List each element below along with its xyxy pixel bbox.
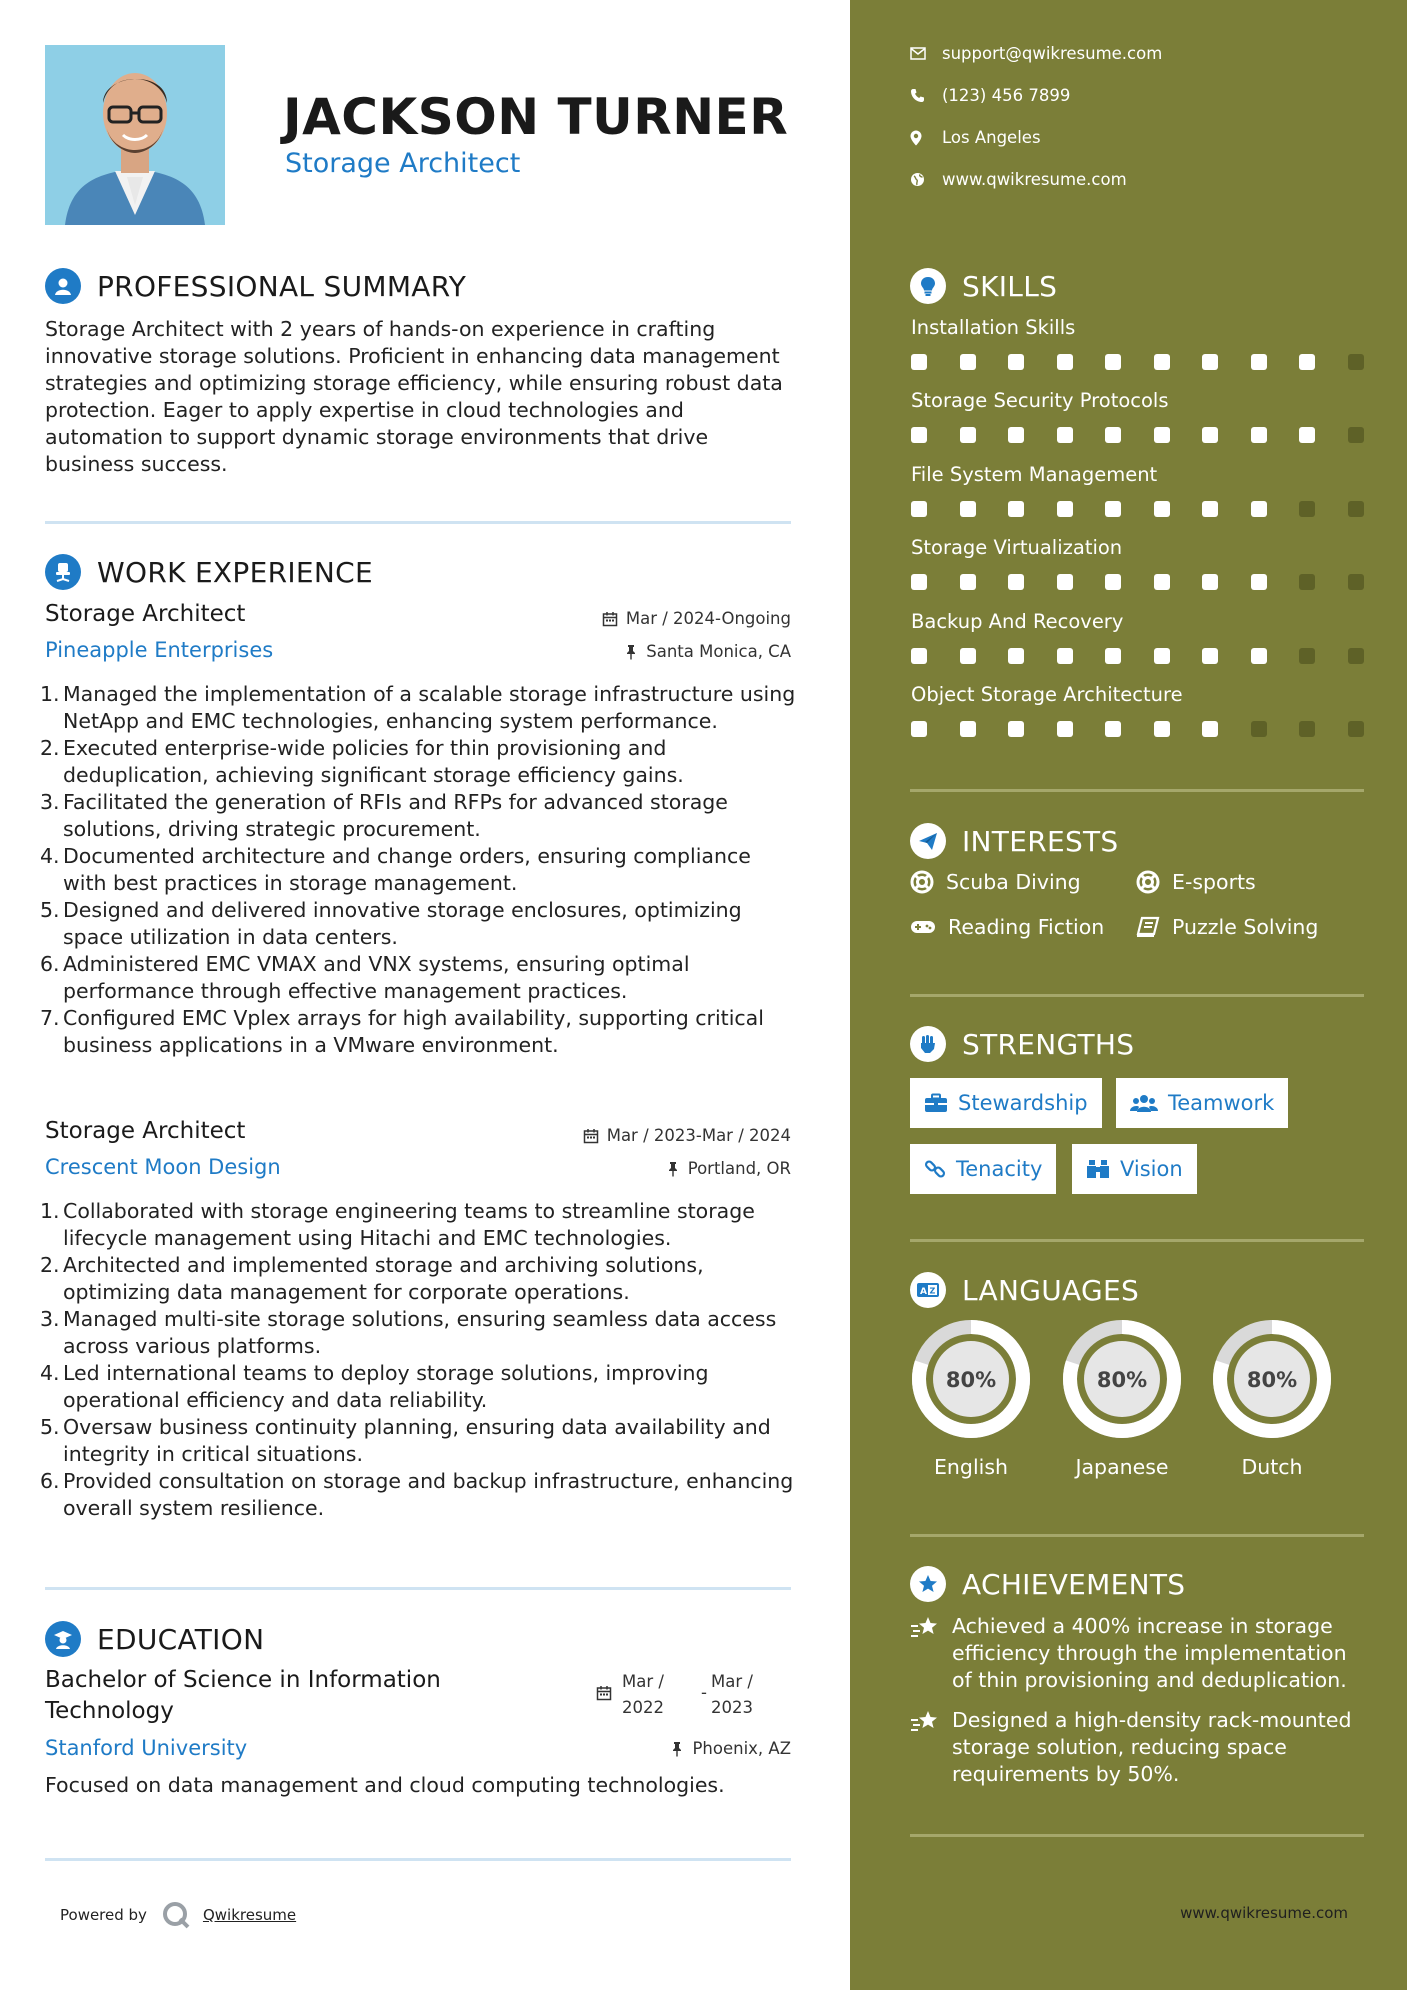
job-bullets [40,681,800,1059]
profile-photo [45,45,225,225]
powered-by [60,1900,296,1930]
bullet-number: 4. [40,1361,60,1385]
edu-start-year: 2022 [622,1698,664,1717]
candidate-title: Storage Architect [285,148,521,179]
contact-website-text: www.qwikresume.com [942,170,1127,189]
strengths-heading [910,1026,1134,1062]
edu-location [670,1739,791,1758]
pin-icon [670,1741,684,1757]
language-ring [910,1318,1032,1444]
skill-dot [1154,427,1170,443]
bullet-text: Oversaw business continuity planning, ensuring data availability and integrity in critical situations. [63,1415,771,1466]
skill-dot [1008,648,1024,664]
sidebar-divider [910,1834,1364,1837]
users-icon [1130,1093,1158,1113]
job-date-text: Mar / 2023-Mar / 2024 [606,1126,791,1145]
education-title: EDUCATION [97,1622,265,1656]
skill-dot [1105,648,1121,664]
skill-dot [1105,721,1121,737]
link-icon [924,1158,946,1180]
skill-dot [1251,648,1267,664]
school-name: Stanford University [45,1736,248,1760]
languages-heading [910,1272,1139,1308]
bullet-number: 6. [40,1469,60,1493]
skill-dot [1299,354,1315,370]
language-ring [1211,1318,1333,1444]
education-note: Focused on data management and cloud computing technologies. [45,1773,725,1797]
skill-dot [1008,501,1024,517]
bullet-text: Configured EMC Vplex arrays for high availability, supporting critical business applications in a VMware environment. [63,1006,764,1057]
contact-email[interactable] [910,44,1162,63]
job-bullet [40,1198,800,1252]
achievement-text: Achieved a 400% increase in storage efficiency through the implementation of thin provisioning and deduplication. [952,1614,1347,1692]
svg-text:Z: Z [929,1286,936,1296]
skill-dot [1299,574,1315,590]
lifebuoy-icon [1136,870,1160,894]
skill-dot [960,574,976,590]
bullet-text: Managed the implementation of a scalable storage infrastructure using NetApp and EMC technologies, enhancing system performance. [63,682,796,733]
skills-title: SKILLS [962,269,1058,303]
skill-name: Backup And Recovery [911,610,1124,633]
language-name: Dutch [1241,1455,1303,1479]
bullet-number: 3. [40,1307,60,1331]
bullet-number: 4. [40,844,60,868]
interest-label: Reading Fiction [948,915,1105,939]
achievement-item [910,1613,1370,1694]
chair-icon [45,554,81,590]
edu-end [711,1669,753,1721]
fist-icon [910,1026,946,1062]
degree-line: Technology [45,1698,174,1724]
bullet-number: 5. [40,898,60,922]
bullet-text: Executed enterprise-wide policies for thin provisioning and deduplication, achieving significant storage efficiency gains. [63,736,684,787]
strength-chip [1072,1144,1197,1194]
edu-start [622,1669,664,1721]
skill-dot [1348,721,1364,737]
skill-dot [1154,501,1170,517]
skill-dot [911,648,927,664]
sidebar-divider [910,789,1364,792]
skill-dot [1105,574,1121,590]
skill-dot [1202,648,1218,664]
skill-dot [911,501,927,517]
section-divider [45,521,791,524]
bullet-text: Architected and implemented storage and archiving solutions, optimizing data management for corporate operations. [63,1253,704,1304]
job-location-text: Santa Monica, CA [646,642,791,661]
skill-dot [1202,427,1218,443]
skill-dot [1057,354,1073,370]
skill-dot [960,648,976,664]
company-name: Pineapple Enterprises [45,638,274,662]
achievement-text: Designed a high-density rack-mounted storage solution, reducing space requirements by 50%. [952,1708,1352,1786]
summary-title: PROFESSIONAL SUMMARY [97,269,467,303]
book-icon [1136,916,1160,938]
job-bullet [40,735,800,789]
skill-dot [1154,721,1170,737]
experience-title: WORK EXPERIENCE [97,555,373,589]
skill-rating [911,574,1396,590]
job-title: Storage Architect [45,1118,246,1144]
job-bullet [40,681,800,735]
skill-dot [1299,648,1315,664]
interest-label: E-sports [1172,870,1256,894]
calendar-icon [583,1128,599,1144]
candidate-name: JACKSON TURNER [283,88,789,146]
bullet-text: Collaborated with storage engineering teams to streamline storage lifecycle management using Hitachi and EMC technologies. [63,1199,755,1250]
skill-dot [1154,648,1170,664]
strength-chip [1116,1078,1288,1128]
education-heading [45,1621,264,1657]
summary-heading [45,268,466,304]
edu-location-text: Phoenix, AZ [692,1739,791,1758]
contact-location [910,128,1041,147]
skill-dot [1105,427,1121,443]
skill-rating [911,648,1396,664]
job-date-text: Mar / 2024-Ongoing [625,609,791,628]
bullet-text: Managed multi-site storage solutions, ensuring seamless data access across various platforms. [63,1307,777,1358]
skill-dot [911,427,927,443]
bullet-number: 5. [40,1415,60,1439]
skill-dot [1105,501,1121,517]
bullet-number: 2. [40,1253,60,1277]
skill-dot [1348,501,1364,517]
achievement-item [910,1707,1370,1788]
bullet-text: Provided consultation on storage and backup infrastructure, enhancing overall system resilience. [63,1469,794,1520]
skill-dot [1251,721,1267,737]
skill-dot [1057,501,1073,517]
edu-end-year: 2023 [711,1698,753,1717]
interest-item [910,915,1104,939]
bullet-text: Administered EMC VMAX and VNX systems, ensuring optimal performance through effective management practices. [63,952,690,1003]
skill-dot [1057,648,1073,664]
shooting-star-icon [910,1709,940,1735]
job-location-text: Portland, OR [687,1159,791,1178]
skills-heading [910,268,1057,304]
edu-end-month: Mar / [711,1672,753,1691]
language-ring [1061,1318,1183,1444]
achievements-heading [910,1566,1185,1602]
binoculars-icon [1086,1158,1110,1180]
skill-dot [1202,574,1218,590]
contact-phone[interactable] [910,86,1070,105]
interest-label: Scuba Diving [946,870,1081,894]
qwikresume-link[interactable]: Qwikresume [202,1906,297,1924]
skill-dot [1348,574,1364,590]
skill-dot [1299,721,1315,737]
bullet-number: 7. [40,1006,60,1030]
job-location [666,1159,791,1178]
skill-dot [960,501,976,517]
skill-name: Installation Skills [911,316,1076,339]
interest-item [1136,870,1256,894]
skill-dot [1057,427,1073,443]
job-bullet [40,843,800,897]
strengths-title: STRENGTHS [962,1027,1135,1061]
phone-icon [910,88,925,103]
job-bullet [40,789,800,843]
skill-dot [1202,721,1218,737]
skill-name: Storage Virtualization [911,536,1123,559]
skill-name: Storage Security Protocols [911,389,1169,412]
translate-icon [910,1272,946,1308]
skill-rating [911,354,1396,370]
skill-rating [911,721,1396,737]
pin-icon [624,644,638,660]
location-pin-icon [910,130,922,146]
bullet-text: Facilitated the generation of RFIs and RFPs for advanced storage solutions, driving strategic procurement. [63,790,728,841]
language-percent: 80% [945,1368,997,1392]
qwikresume-logo-icon [161,1900,191,1930]
languages-title: LANGUAGES [962,1273,1140,1307]
job-bullet [40,1414,800,1468]
language-name: Japanese [1075,1455,1169,1479]
achievements-title: ACHIEVEMENTS [962,1567,1186,1601]
job-bullet [40,1252,800,1306]
bullet-number: 2. [40,736,60,760]
svg-text:A: A [920,1287,927,1297]
pin-icon [666,1161,680,1177]
job-bullets [40,1198,800,1522]
skill-dot [1057,721,1073,737]
lightbulb-icon [910,268,946,304]
skill-dot [1251,574,1267,590]
skill-dot [1299,501,1315,517]
skill-dot [911,721,927,737]
star-badge-icon [910,1566,946,1602]
interests-title: INTERESTS [962,824,1119,858]
skill-dot [1251,427,1267,443]
summary-text: Storage Architect with 2 years of hands-on experience in crafting innovative storage solutions. Proficient in enhancing data management strategies and optimizing storage efficiency, while ensuring robust data protection. Eager to apply expertise in cloud technologies and automation to support dynamic storage environments that drive business success. [45,317,783,476]
skill-dot [1008,721,1024,737]
user-icon [45,268,81,304]
edu-date-separator: - [701,1683,707,1702]
company-name: Crescent Moon Design [45,1155,281,1179]
skill-dot [1154,574,1170,590]
footer-site[interactable]: www.qwikresume.com [1180,1904,1348,1922]
job-bullet [40,1360,800,1414]
edu-start-month: Mar / [622,1672,664,1691]
skill-dot [911,354,927,370]
sidebar-divider [910,994,1364,997]
strength-chip [910,1144,1056,1194]
skill-dot [960,354,976,370]
job-bullet [40,1005,800,1059]
skill-dot [1008,574,1024,590]
interests-heading [910,823,1119,859]
degree-line: Bachelor of Science in Information [45,1667,441,1693]
interest-item [1136,915,1318,939]
section-divider [45,1587,791,1590]
bullet-text: Designed and delivered innovative storage enclosures, optimizing space utilization in data centers. [63,898,742,949]
interest-label: Puzzle Solving [1172,915,1319,939]
gamepad-icon [910,917,936,937]
bullet-number: 6. [40,952,60,976]
skill-dot [911,574,927,590]
paper-plane-icon [910,823,946,859]
skill-dot [1348,354,1364,370]
contact-email-text: support@qwikresume.com [942,44,1163,63]
globe-icon [910,172,925,187]
skill-dot [1348,648,1364,664]
bullet-number: 1. [40,682,60,706]
skill-dot [1202,354,1218,370]
bullet-number: 1. [40,1199,60,1223]
strength-label: Tenacity [956,1157,1043,1181]
envelope-icon [910,47,926,60]
job-bullet [40,1468,800,1522]
calendar-icon [596,1685,612,1705]
skill-rating [911,501,1396,517]
powered-by-text: Powered by [60,1906,147,1924]
job-location [624,642,791,661]
job-date [583,1126,791,1145]
language-name: English [933,1455,1009,1479]
job-bullet [40,1306,800,1360]
skill-dot [1202,501,1218,517]
bullet-number: 3. [40,790,60,814]
strength-chip [910,1078,1102,1128]
skill-dot [1299,427,1315,443]
sidebar-divider [910,1239,1364,1242]
skill-dot [1008,427,1024,443]
strength-label: Stewardship [958,1091,1088,1115]
skill-dot [1251,501,1267,517]
briefcase-icon [924,1093,948,1113]
graduate-icon [45,1621,81,1657]
bullet-text: Led international teams to deploy storage solutions, improving operational efficiency and data reliability. [63,1361,709,1412]
skill-dot [1251,354,1267,370]
job-bullet [40,897,800,951]
language-percent: 80% [1246,1368,1298,1392]
job-bullet [40,951,800,1005]
lifebuoy-icon [910,870,934,894]
experience-heading [45,554,373,590]
sidebar-divider [910,1534,1364,1537]
calendar-icon [602,611,618,627]
bullet-text: Documented architecture and change orders, ensuring compliance with best practices in storage management. [63,844,751,895]
language-percent: 80% [1096,1368,1148,1392]
skill-rating [911,427,1396,443]
shooting-star-icon [910,1615,940,1641]
section-divider [45,1858,791,1861]
skill-dot [1154,354,1170,370]
job-date [602,609,791,628]
skill-name: Object Storage Architecture [911,683,1183,706]
skill-dot [960,721,976,737]
strength-label: Teamwork [1168,1091,1275,1115]
job-title: Storage Architect [45,601,246,627]
skill-dot [1348,427,1364,443]
strength-label: Vision [1120,1157,1183,1181]
contact-website[interactable] [910,170,1127,189]
interest-item [910,870,1081,894]
skill-dot [960,427,976,443]
contact-location-text: Los Angeles [942,128,1041,147]
skill-dot [1008,354,1024,370]
contact-phone-text: (123) 456 7899 [942,86,1071,105]
skill-name: File System Management [911,463,1158,486]
skill-dot [1057,574,1073,590]
skill-dot [1105,354,1121,370]
